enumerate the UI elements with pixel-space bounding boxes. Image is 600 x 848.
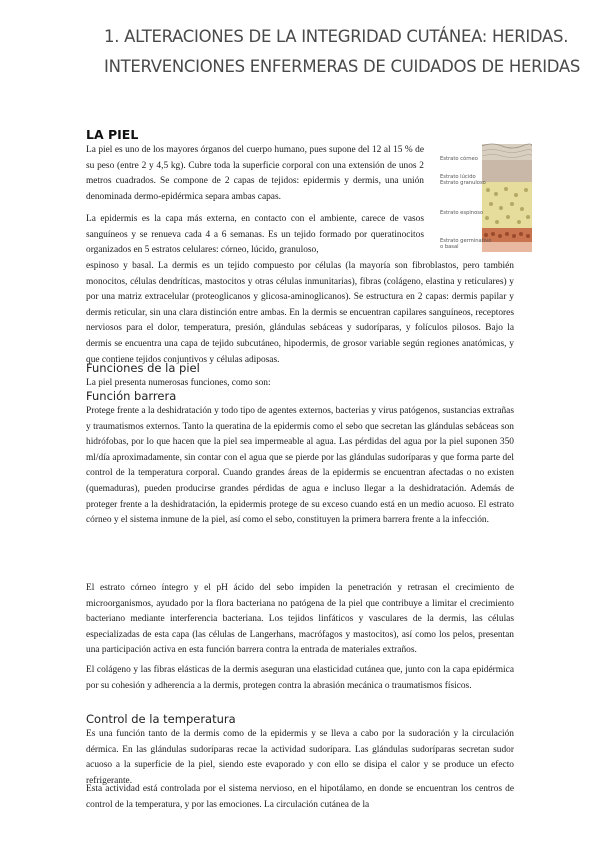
title-line-1: 1. ALTERACIONES DE LA INTEGRIDAD CUTÁNEA: HERIDAS.	[104, 27, 569, 46]
piel-paragraph-2b: espinoso y basal. La dermis es un tejido compuesto por células (la mayoría son fibroblastos, pero también monocitos, células dendríticas, mastocitos y otras células inmunitarias), fibras (colágeno, elastina y reticulares) y por una matriz extracelular (proteoglicanos y glicosa-aminoglicanos). Se estructura en 2 capas: dermis papilar y dermis reticular, sin una clara distinción entre ambas. En la dermis se encuentran capilares sanguíneos, receptores nerviosos para el dolor, temperatura, presión, glándulas sebáceas y sudoríparas, y folículos pilosos. Bajo la dermis se encuentra una capa de tejido subcutáneo, hipodermis, de grosor variable según regiones anatómicas, y que contiene tejidos conjuntivos y células adiposas.	[86, 261, 514, 365]
figure-label-corneo: Estrato córneo	[440, 156, 478, 162]
figure-label-basal: o basal	[440, 244, 459, 250]
document-title	[104, 22, 581, 82]
piel-paragraph-2a: La epidermis es la capa más externa, en contacto con el ambiente, carece de vasos sanguíneos y se renueva cada 4 a 6 semanas. Es un tejido formado por queratinocitos organizados en 5 estratos celulares: córneo, lúcido, granuloso,	[86, 214, 424, 256]
figure-label-lucido: Estrato lúcido	[440, 174, 476, 180]
stratum-granulosum-layer	[482, 160, 532, 182]
figure-label-germinativo: Estrato germinativo	[440, 238, 492, 244]
section-heading-funciones: Funciones de la piel	[86, 361, 200, 375]
subheading-control-temperatura: Control de la temperatura	[86, 712, 236, 726]
figure-label-granuloso: Estrato granuloso	[440, 180, 486, 186]
subheading-funcion-barrera: Función barrera	[86, 389, 177, 403]
barrera-paragraph-1: Protege frente a la deshidratación y todo tipo de agentes externos, bacterias y virus patógenos, sustancias extrañas y traumatismos externos. Tanto la queratina de la epidermis como el sebo que secretan las glándulas sebáceas son hidrófobas, por lo que hacen que la piel sea impermeable al agua. Las pérdidas del agua por la piel suponen 350 ml/día aproximadamente, sin contar con el agua que se pierde por las glándulas sudoríparas y que forma parte del control de la temperatura corporal. Cuando grandes áreas de la epidermis se encuentran afectadas o no existen (quemaduras), pueden producirse grandes pérdidas de agua e incluso llegar a la deshidratación. Además de proteger frente a la deshidratación, la epidermis protege de su exceso cuando está en un medio acuoso. El estrato córneo y el sistema inmune de la piel, así como el sebo, constituyen la primera barrera frente a la infección.	[86, 406, 514, 526]
barrera-paragraph-3: El colágeno y las fibras elásticas de la dermis aseguran una elasticidad cutánea que, junto con la capa epidérmica por su cohesión y adherencia a la dermis, protegen contra la abrasión mecánica o traumatismos físicos.	[86, 665, 514, 691]
temperatura-paragraph-2: Esta actividad está controlada por el sistema nervioso, en el hipotálamo, en donde se encuentran los centros de control de la temperatura, y por las emociones. La circulación cutánea de la	[86, 784, 514, 810]
barrera-paragraph-2: El estrato córneo íntegro y el pH ácido del sebo impiden la penetración y retrasan el crecimiento de microorganismos, ayudado por la flora bacteriana no patógena de la piel que contribuye a limitar el crecimiento bacteriano mediante interferencia bacteriana. Los tejidos linfáticos y vasculares de la dermis, las células especializadas de esta capa (las células de Langerhans, macrófagos y mastocitos), así como los pelos, presentan una participación activa en esta función barrera contra la entrada de materiales extraños.	[86, 583, 514, 656]
piel-paragraph-1: La piel es uno de los mayores órganos del cuerpo humano, pues supone del 12 al 15 % de su peso (entre 2 y 4,5 kg). Cubre toda la superficie corporal con una extensión de unos 2 metros cuadrados. Se compone de 2 capas de tejidos: epidermis y dermis, una unión denominada dermo-epidérmica separa ambas capas.	[86, 145, 424, 202]
temperatura-paragraph-1: Es una función tanto de la dermis como de la epidermis y se lleva a cabo por la sudoración y la circulación dérmica. En las glándulas sudoríparas recae la actividad sudorípara. Las glándulas sudoríparas secretan sudor acuoso a la superficie de la piel, siendo este evaporado y con ello se disipa el calor y se produce un efecto refrigerante.	[86, 729, 514, 786]
funciones-intro: La piel presenta numerosas funciones, como son:	[86, 378, 271, 388]
figure-label-espinoso: Estrato espinoso	[440, 210, 484, 216]
section-heading-piel: LA PIEL	[86, 127, 139, 142]
title-line-2: INTERVENCIONES ENFERMERAS DE CUIDADOS DE HERIDAS	[104, 57, 581, 76]
